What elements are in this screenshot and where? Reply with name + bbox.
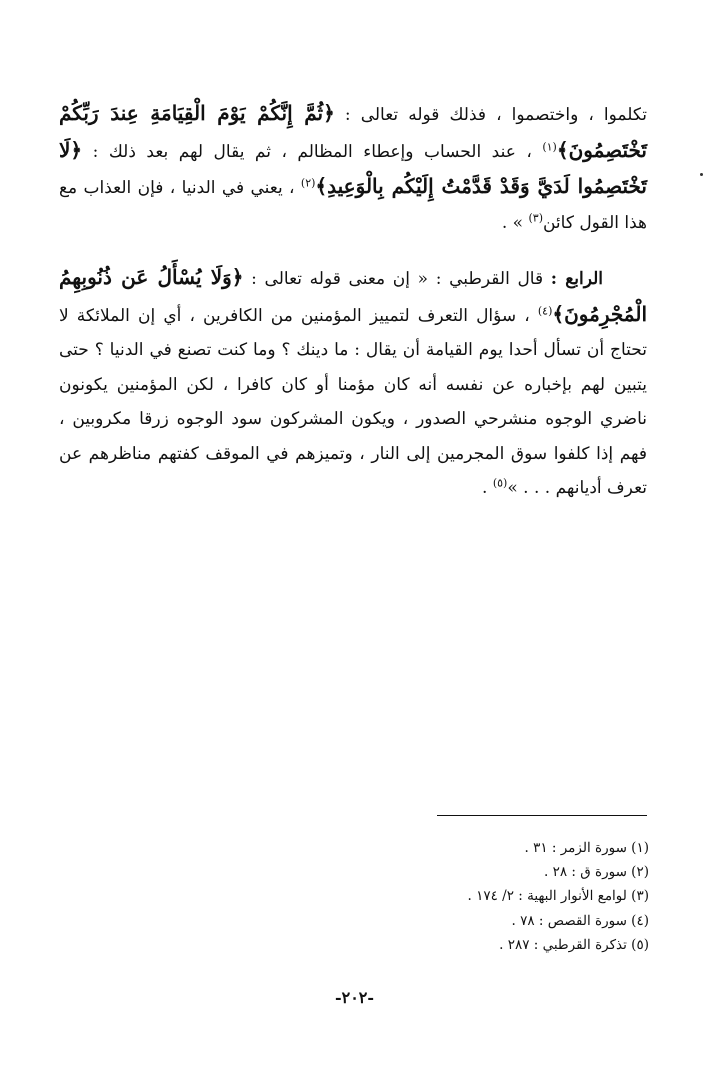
footnote-item: (٤) سورة القصص : ٧٨ . [511,912,649,929]
text-run: ، يعني في الدنيا ، فإن العذاب مع هذا القول كائن [59,178,647,233]
footnote-item: (٥) تذكرة القرطبي : ٢٨٧ . [499,936,649,953]
text-run: » . [501,212,529,233]
footnote-ref: (١) [542,139,557,153]
paragraph-1 [59,96,647,240]
footnote-item: (٢) سورة ق : ٢٨ . [544,864,649,881]
text-run: ، سؤال التعرف لتمييز المؤمنين من الكافرين ، أي إن الملائكة لا تحتاج أن تسأل أحدا يوم القيامة أن يقال : ما دينك ؟ وما كنت تصنع في الدنيا ؟ حتى يتبين لهم بإخباره عن نفسه أنه كان مؤمنا أو كان كافرا ، لكن المؤمنين يكونون ناضري الوجوه منشرحي الصدور ، ويكون المشركون سود الوجوه زرقا مكروبين ، فهم إذا كلفوا سوق المجرمين إلى النار ، وتميزهم في الموقف كفتهم مناظرهم عن تعرف أديانهم . . . » [59,305,647,498]
footnotes-list [309,836,649,957]
footnote-ref: (٤) [537,303,553,317]
quran-verse: ﴿لَا تَخْتَصِمُوا لَدَيَّ وَقَدْ قَدَّمْتُ إِلَيْكُم بِالْوَعِيدِ﴾ [59,137,647,198]
footnote-ref: (٥) [492,476,508,490]
paragraph-2 [59,260,647,506]
scan-speck [700,173,703,176]
paragraph-lead: الرابع : [550,269,603,289]
footnote-ref: (٣) [528,210,543,224]
footnote-separator [437,815,647,816]
quran-verse: ﴿وَلَا يُسْأَلُ عَن ذُنُوبِهِمُ الْمُجْرِمُونَ﴾ [59,265,647,326]
main-text [59,96,647,506]
text-run: قال القرطبي : « إن معنى قوله تعالى : [243,269,551,289]
quran-verse: ﴿ثُمَّ إِنَّكُمْ يَوْمَ الْقِيَامَةِ عِندَ رَبِّكُمْ تَخْتَصِمُونَ﴾ [59,101,647,162]
text-run: تكلموا ، واختصموا ، فذلك قوله تعالى : [334,105,647,125]
footnote-item: (١) سورة الزمر : ٣١ . [524,840,649,856]
text-run: ، عند الحساب وإعطاء المظالم ، ثم يقال لهم بعد ذلك : [82,141,543,162]
page-number: -٢٠٢- [334,988,375,1007]
text-run: . [482,478,493,498]
footnote-ref: (٢) [300,176,316,190]
footnote-item: (٣) لوامع الأنوار البهية : ٢/ ١٧٤ . [467,888,649,905]
